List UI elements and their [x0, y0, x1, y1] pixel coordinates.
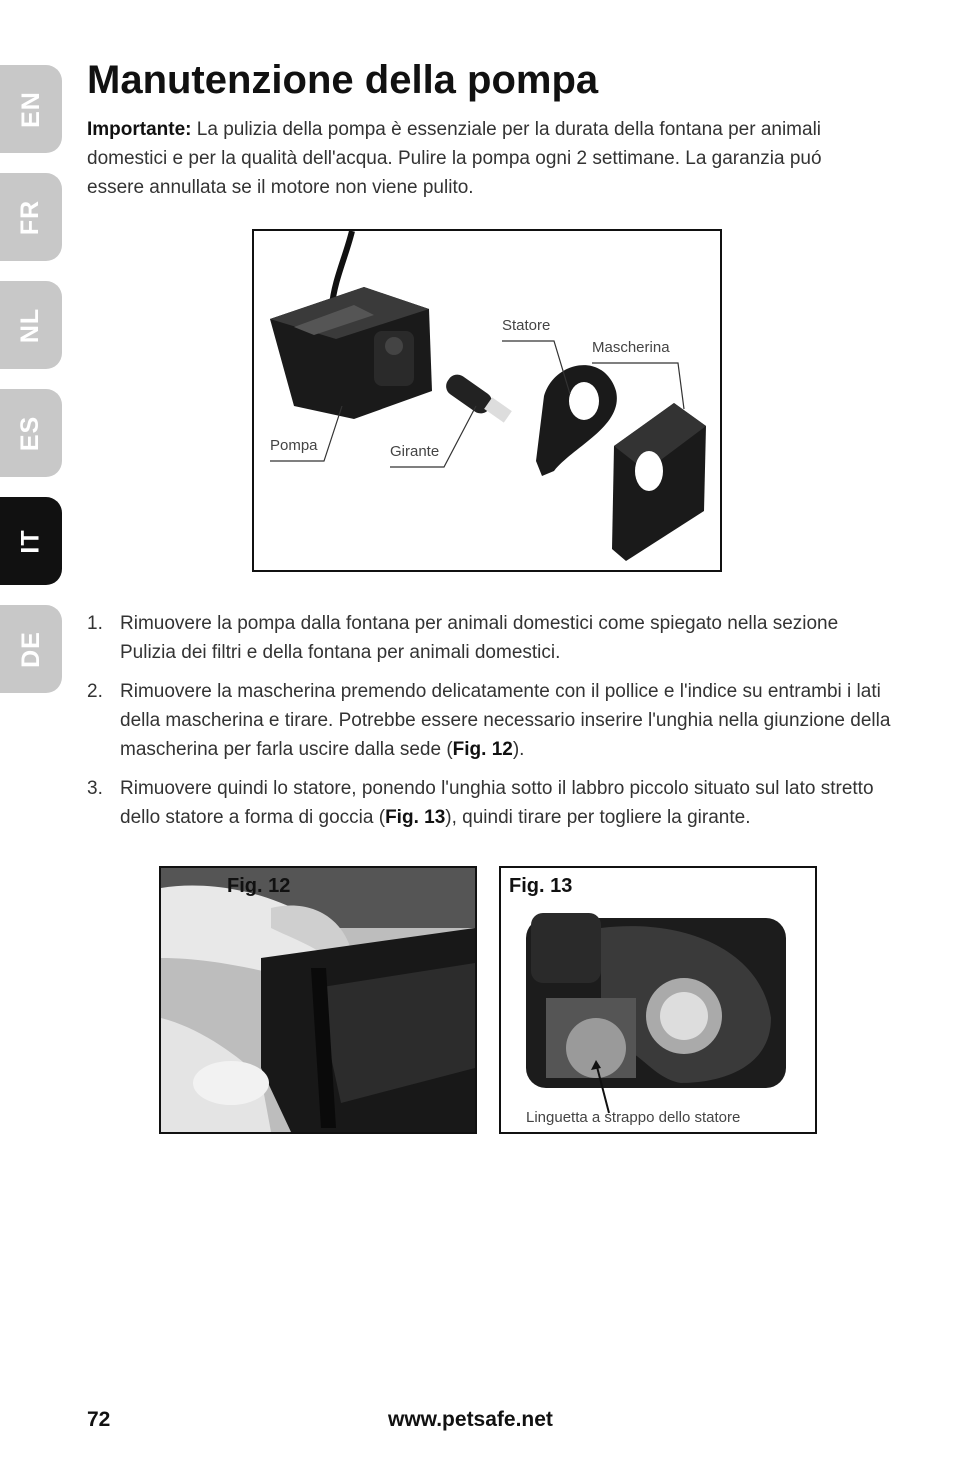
fig12-illustration: [161, 868, 475, 1132]
intro-paragraph: [87, 115, 877, 202]
page-title: Manutenzione della pompa: [87, 58, 599, 102]
pump-parts-illustration: [254, 231, 720, 570]
label-statore: Statore: [502, 317, 551, 334]
fig13-illustration: [501, 868, 815, 1132]
pump-parts-figure: [252, 229, 722, 572]
list-item: 3. Rimuovere quindi lo statore, ponendo l'unghia sotto il labbro piccolo situato sul lato stretto dello statore a forma di goccia (Fig. 13), quindi tirare per togliere la girante.: [87, 778, 874, 828]
label-girante: Girante: [390, 443, 440, 460]
tab-nl[interactable]: NL: [0, 281, 62, 369]
list-item: 1. Rimuovere la pompa dalla fontana per animali domestici come spiegato nella sezione Pulizia dei filtri e della fontana per animali domestici.: [87, 613, 839, 663]
tab-es[interactable]: ES: [0, 389, 62, 477]
tab-en[interactable]: EN: [0, 65, 62, 153]
page-number: 72: [87, 1408, 111, 1431]
label-pompa: Pompa: [270, 437, 318, 454]
fig13-photo: [499, 866, 817, 1134]
fig12-title: Fig. 12: [227, 875, 291, 897]
fig13-caption: Linguetta a strappo dello statore: [526, 1109, 741, 1126]
fig12-photo: [159, 866, 477, 1134]
tab-de[interactable]: DE: [0, 605, 62, 693]
footer-url-link[interactable]: www.petsafe.net: [388, 1408, 553, 1431]
intro-text: La pulizia della pompa è essenziale per la durata della fontana per animali domestici e per la qualità dell'acqua. Pulire la pompa ogni 2 settimane. La garanzia puó essere annullata se il motore non viene pulito.: [87, 119, 822, 198]
intro-label: Importante:: [87, 119, 192, 140]
steps-list: [87, 609, 897, 842]
fig13-title: Fig. 13: [509, 875, 573, 897]
list-item: 2. Rimuovere la mascherina premendo delicatamente con il pollice e l'indice su entrambi i lati della mascherina e tirare. Potrebbe essere necessario inserire l'unghia nella giunzione della mascherina per farla uscire dalla sede (Fig. 12).: [87, 681, 891, 760]
tab-fr[interactable]: FR: [0, 173, 62, 261]
label-mascherina: Mascherina: [592, 339, 670, 356]
tab-it[interactable]: IT: [0, 497, 62, 585]
